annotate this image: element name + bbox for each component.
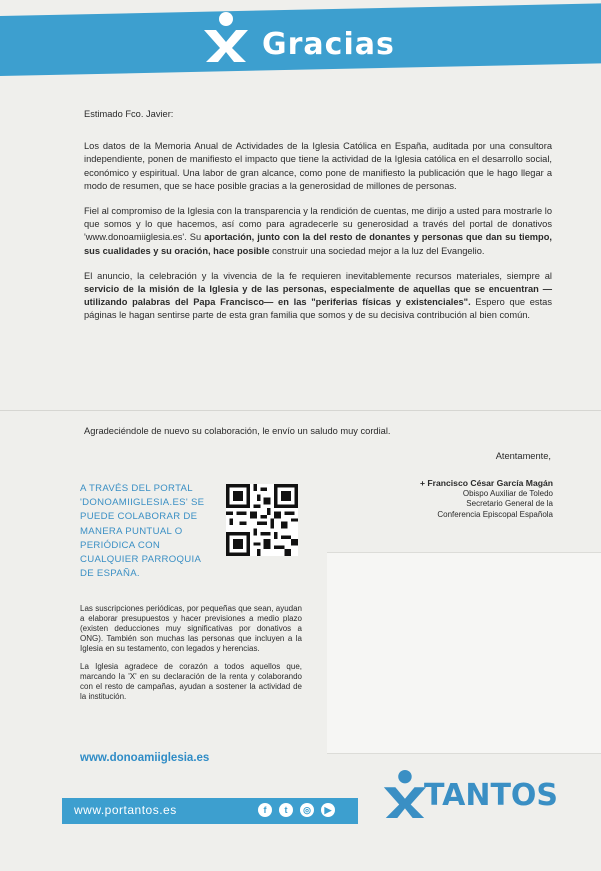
letter-body — [84, 108, 552, 335]
paragraph-1: Los datos de la Memoria Anual de Actividades de la Iglesia Católica en España, auditada por una consultora independiente, ponen de manifiesto el impacto que tiene la actividad de la Iglesia católica en el desarrollo social, económico y espiritual. Una labor de gran alcance, como pone de manifiesto la publicación que le hago llegar a modo de resumen, que se hace posible gracias a la generosidad de millones de personas. — [84, 141, 552, 191]
info-paragraph-2: La Iglesia agradece de corazón a todos aquellos que, marcando la 'X' en su declaración de la renta y colaborando con el resto de campañas, ayudan a sostener la actividad de la institución. — [80, 662, 302, 701]
signer-title-2: Secretario General de la — [466, 499, 553, 508]
twitter-icon[interactable]: t — [279, 803, 293, 817]
youtube-icon[interactable]: ▶ — [321, 803, 335, 817]
tantos-x-logo-icon — [380, 768, 428, 818]
signer-title-3: Conferencia Episcopal Española — [437, 509, 553, 519]
info-text — [80, 604, 302, 710]
portal-text: A TRAVÉS DEL PORTAL 'DONOAMIIGLESIA.ES' SE PUEDE COLABORAR DE MANERA PUNTUAL O PERIÓDICA CON CUALQUIER PARROQUIA DE ESPAÑA. — [80, 483, 205, 580]
signer-name: + Francisco César García Magán — [419, 478, 553, 488]
qr-code-icon — [226, 484, 298, 556]
atentamente: Atentamente, — [495, 451, 551, 461]
social-icons — [258, 803, 335, 817]
facebook-icon[interactable]: f — [258, 803, 272, 817]
signature-block — [353, 478, 553, 520]
fold-line — [0, 410, 601, 411]
tantos-brand: TANTOS — [424, 778, 559, 813]
greeting: Estimado Fco. Javier: — [84, 109, 174, 119]
instagram-icon[interactable]: ◎ — [300, 803, 314, 817]
header-title: Gracias — [262, 27, 395, 62]
closing-line: Agradeciéndole de nuevo su colaboración, le envío un saludo muy cordial. — [84, 426, 391, 436]
info-paragraph-1: Las suscripciones periódicas, por pequeñas que sean, ayudan a elaborar presupuestos y hacer previsiones a medio plazo (existen deducciones muy significativas por donativos a ONG). También son muchas las personas que incluyen a la Iglesia en su testamento, con legados y herencias. — [80, 604, 302, 653]
signer-title-1: Obispo Auxiliar de Toledo — [462, 488, 553, 498]
x-logo-icon — [200, 10, 250, 62]
donoamiiglesia-link[interactable]: www.donoamiiglesia.es — [80, 752, 210, 764]
envelope-window — [327, 552, 601, 754]
portantos-link[interactable]: www.portantos.es — [74, 803, 177, 817]
paragraph-3: El anuncio, la celebración y la vivencia de la fe requieren inevitablemente recursos materiales, siempre al servicio de la misión de la Iglesia y de las personas, especialmente de aquellas que se encuentran —utilizando palabras del Papa Francisco— en las "periferias físicas y existenciales". Espero que estas páginas le hagan sentirse parte de esta gran familia que somos y de su decisiva contribución al bien común. — [84, 270, 552, 321]
paragraph-2: Fiel al compromiso de la Iglesia con la transparencia y la rendición de cuentas, me dirijo a usted para mostrarle lo que somos y lo que hacemos, así como para agradecerle su generosidad a través del portal de donativos 'www.donoamiiglesia.es'. Su aportación, junto con la del resto de donantes y personas que dan su tiempo, sus cualidades y su oración, hace posible construir una sociedad mejor a la luz del Evangelio. — [84, 206, 552, 256]
